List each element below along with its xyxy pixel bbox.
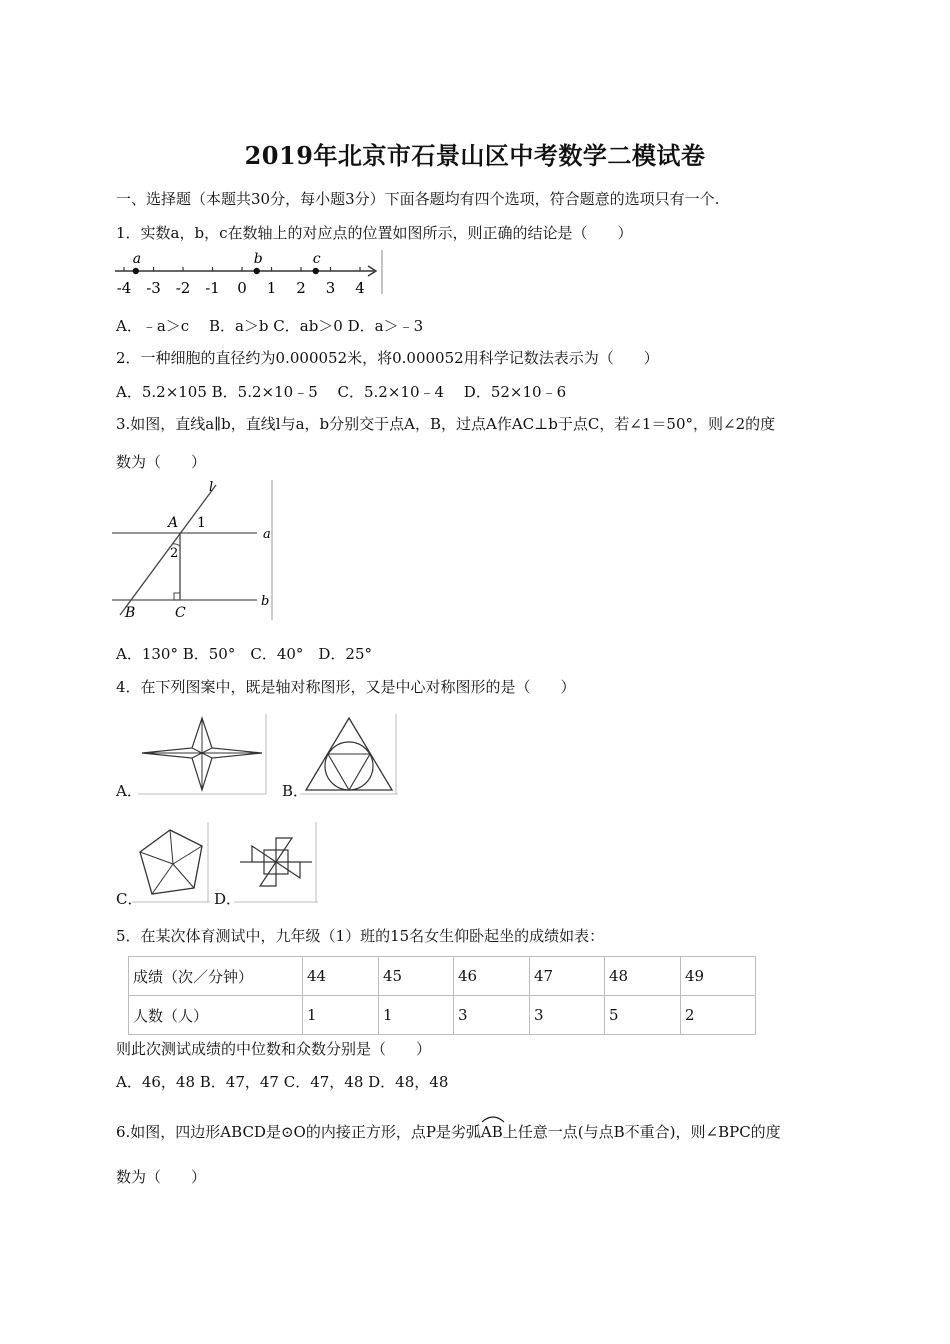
label-b: b — [261, 594, 270, 609]
q5-stem: 5．在某次体育测试中，九年级（1）班的15名女生仰卧起坐的成绩如表： — [116, 927, 605, 945]
table-cell: 5 — [605, 996, 681, 1035]
number-line-tick-label: 3 — [325, 279, 336, 297]
q6-stem-line2: 数为（ ） — [116, 1168, 207, 1186]
number-line-tick-label: -3 — [146, 279, 161, 297]
label-2: 2 — [170, 546, 179, 561]
table-cell: 1 — [379, 996, 454, 1035]
q3-stem-line1: 3.如图，直线a∥b，直线l与a，b分别交于点A，B，过点A作AC⊥b于点C，若∠1＝50°，则∠2的度 — [116, 415, 776, 433]
page-title: 2019年北京市石景山区中考数学二模试卷 — [244, 141, 706, 170]
right-angle-mark — [174, 593, 180, 600]
label-C: C — [175, 605, 186, 621]
q4-label-a: A． — [116, 782, 142, 800]
q1-stem: 1．实数a，b，c在数轴上的对应点的位置如图所示，则正确的结论是（ ） — [116, 224, 633, 242]
table-cell: 3 — [454, 996, 530, 1035]
label-a: a — [263, 527, 271, 542]
number-line-tick-label: 2 — [296, 279, 306, 297]
number-line-tick-label: 0 — [237, 279, 247, 297]
table-row — [129, 996, 756, 1035]
section-heading: 一、选择题（本题共30分，每小题3分）下面各题均有四个选项，符合题意的选项只有一个. — [116, 190, 720, 208]
q2-stem: 2．一种细胞的直径约为0.000052米，将0.000052用科学记数法表示为（ ） — [116, 349, 659, 367]
table-cell: 49 — [681, 957, 756, 996]
q3-stem-line2: 数为（ ） — [116, 453, 207, 471]
number-line-tick-label: 1 — [266, 279, 277, 297]
point-b — [254, 268, 260, 274]
label-A: A — [168, 515, 179, 531]
arc-symbol — [481, 1115, 505, 1123]
point-b-label: b — [253, 251, 263, 267]
point-c-label: c — [312, 251, 321, 267]
point-c — [313, 268, 319, 274]
q6-stem-part1: 6.如图，四边形ABCD是⊙O的内接正方形，点P是劣弧 — [116, 1123, 481, 1141]
table-cell: 2 — [681, 996, 756, 1035]
table-cell: 44 — [303, 957, 379, 996]
scores-table — [128, 956, 756, 1035]
table-cell: 人数（人） — [129, 996, 303, 1035]
point-a-label: a — [132, 251, 142, 267]
q1-options: A．﹣a＞c B．a＞b C．ab＞0 D．a＞﹣3 — [116, 317, 424, 335]
label-1: 1 — [197, 515, 206, 531]
q4-stem: 4．在下列图案中，既是轴对称图形，又是中心对称图形的是（ ） — [116, 678, 576, 696]
q4-label-c: C． — [116, 890, 143, 908]
arc-ab — [481, 1122, 503, 1142]
q4-label-b: B． — [282, 782, 309, 800]
point-a — [133, 268, 139, 274]
number-line-tick-label: -4 — [116, 279, 132, 297]
line-l — [120, 485, 216, 615]
arc-ab-label: AB — [480, 1123, 503, 1141]
q1-number-line — [112, 250, 392, 296]
q5-options: A．46，48 B．47，47 C．47，48 D．48，48 — [116, 1073, 449, 1091]
table-cell: 46 — [454, 957, 530, 996]
table-cell: 45 — [379, 957, 454, 996]
number-line-tick-label: -2 — [175, 279, 191, 297]
table-cell: 1 — [303, 996, 379, 1035]
table-cell: 3 — [530, 996, 605, 1035]
q5-question: 则此次测试成绩的中位数和众数分别是（ ） — [116, 1040, 432, 1058]
q6-stem-line1 — [116, 1122, 781, 1142]
table-cell: 47 — [530, 957, 605, 996]
q4-figure-d-pinwheel — [234, 822, 322, 904]
number-line-tick-label: 4 — [355, 279, 365, 297]
label-B: B — [125, 605, 136, 621]
q2-options: A．5.2×105 B．5.2×10﹣5 C．5.2×10﹣4 D．52×10﹣6 — [116, 383, 567, 401]
label-l: l — [209, 480, 214, 495]
table-cell: 成绩（次／分钟） — [129, 957, 303, 996]
q4-figure-c-pentagon — [132, 822, 212, 904]
q4-figure-a-four-point-star — [136, 714, 268, 796]
q4-figure-b-triangle-circle — [300, 714, 400, 796]
q3-options: A．130° B．50° C．40° D．25° — [116, 645, 373, 663]
table-cell: 48 — [605, 957, 681, 996]
table-row — [129, 957, 756, 996]
q3-parallel-lines-figure — [112, 480, 282, 622]
number-line-tick-label: -1 — [205, 279, 220, 297]
q4-label-d: D． — [214, 890, 242, 908]
q6-stem-part2: 上任意一点(与点B不重合)，则∠BPC的度 — [502, 1123, 781, 1141]
